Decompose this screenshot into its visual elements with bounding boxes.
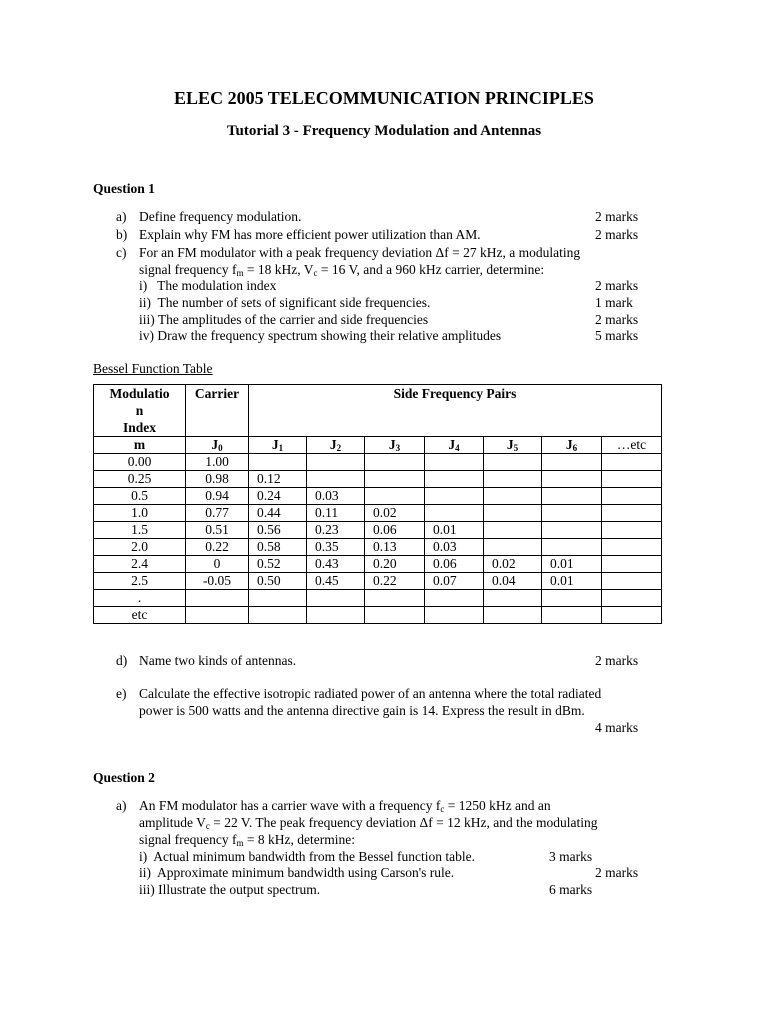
- table-header-row: [94, 385, 662, 437]
- table-subheader-row: [94, 437, 662, 454]
- cell-modulation-index: 1.0: [94, 505, 186, 522]
- cell-side-frequency: [249, 454, 307, 471]
- q1-b-label: b): [116, 227, 128, 242]
- q1-c-iv-marks: 5 marks: [595, 328, 639, 343]
- cell-side-frequency: [425, 454, 484, 471]
- cell-side-frequency: [602, 471, 662, 488]
- q1-c-label: c): [116, 245, 127, 260]
- cell-side-frequency: 0.03: [425, 539, 484, 556]
- cell-side-frequency: 0.35: [307, 539, 365, 556]
- cell-modulation-index: 1.5: [94, 522, 186, 539]
- table-row: [94, 471, 662, 488]
- cell-side-frequency: 0.22: [365, 573, 425, 590]
- table-row: [94, 522, 662, 539]
- subheader-j4: $J_4$: [425, 437, 484, 454]
- cell-side-frequency: [484, 522, 542, 539]
- subheader-j5: $J_5$: [484, 437, 542, 454]
- cell-side-frequency: 0.52: [249, 556, 307, 573]
- question-1-heading: Question 1: [93, 181, 155, 196]
- q1-a-label: a): [116, 209, 127, 224]
- table-row: [94, 539, 662, 556]
- cell-side-frequency: 0.02: [484, 556, 542, 573]
- cell-side-frequency: [542, 505, 602, 522]
- cell-side-frequency: 0.04: [484, 573, 542, 590]
- document-title: ELEC 2005 TELECOMMUNICATION PRINCIPLES: [174, 88, 594, 108]
- cell-side-frequency: [484, 454, 542, 471]
- cell-modulation-index: etc: [94, 607, 186, 624]
- cell-modulation-index: 0.00: [94, 454, 186, 471]
- subheader-j2: $J_2$: [307, 437, 365, 454]
- q1-c-ii-text: ii) The number of sets of significant side frequencies.: [139, 295, 431, 310]
- cell-side-frequency: [484, 471, 542, 488]
- subheader-j0: $J_0$: [186, 437, 249, 454]
- cell-carrier: [186, 607, 249, 624]
- cell-side-frequency: [425, 590, 484, 607]
- bessel-function-table: [93, 384, 662, 624]
- cell-side-frequency: [602, 590, 662, 607]
- q1-a-text: Define frequency modulation.: [139, 209, 302, 224]
- q1-c-iii-marks: 2 marks: [595, 312, 639, 327]
- cell-side-frequency: [602, 505, 662, 522]
- q2-a-line2: amplitude $V_c = 22$ V. The peak frequency deviation Δf = 12 kHz, and the modulating: [139, 815, 598, 831]
- cell-side-frequency: [484, 539, 542, 556]
- cell-side-frequency: [307, 607, 365, 624]
- cell-side-frequency: [425, 471, 484, 488]
- cell-carrier: 0.51: [186, 522, 249, 539]
- cell-side-frequency: [602, 522, 662, 539]
- cell-side-frequency: 0.06: [365, 522, 425, 539]
- cell-side-frequency: 0.12: [249, 471, 307, 488]
- cell-side-frequency: 0.58: [249, 539, 307, 556]
- q1-c-ii-marks: 1 mark: [595, 295, 633, 310]
- subheader-m: m: [94, 437, 186, 454]
- cell-side-frequency: 0.56: [249, 522, 307, 539]
- q1-e-line1: Calculate the effective isotropic radiated power of an antenna where the total radiated: [139, 686, 602, 701]
- q2-a-i-text: i) Actual minimum bandwidth from the Bessel function table.: [139, 849, 475, 864]
- cell-side-frequency: 0.01: [542, 556, 602, 573]
- cell-side-frequency: 0.03: [307, 488, 365, 505]
- cell-side-frequency: [484, 590, 542, 607]
- cell-side-frequency: [484, 505, 542, 522]
- header-side-frequency-pairs: Side Frequency Pairs: [249, 385, 662, 437]
- table-row: [94, 607, 662, 624]
- cell-carrier: [186, 590, 249, 607]
- cell-side-frequency: [602, 556, 662, 573]
- q2-a-ii-marks: 2 marks: [595, 865, 639, 880]
- cell-side-frequency: 0.24: [249, 488, 307, 505]
- cell-side-frequency: 0.23: [307, 522, 365, 539]
- cell-carrier: 0.22: [186, 539, 249, 556]
- cell-carrier: 0.77: [186, 505, 249, 522]
- cell-side-frequency: 0.20: [365, 556, 425, 573]
- cell-side-frequency: [307, 454, 365, 471]
- cell-side-frequency: 0.02: [365, 505, 425, 522]
- q1-c-i-text: i) The modulation index: [139, 278, 277, 293]
- cell-side-frequency: [542, 522, 602, 539]
- table-body: [94, 454, 662, 624]
- cell-side-frequency: [542, 607, 602, 624]
- cell-side-frequency: [307, 590, 365, 607]
- q1-d-text: Name two kinds of antennas.: [139, 653, 297, 668]
- q1-d-label: d): [116, 653, 128, 668]
- q1-b-text: Explain why FM has more efficient power utilization than AM.: [139, 227, 481, 242]
- cell-side-frequency: 0.13: [365, 539, 425, 556]
- cell-side-frequency: 0.01: [542, 573, 602, 590]
- cell-side-frequency: 0.43: [307, 556, 365, 573]
- cell-modulation-index: 0.5: [94, 488, 186, 505]
- cell-carrier: 0.98: [186, 471, 249, 488]
- cell-side-frequency: [249, 607, 307, 624]
- cell-side-frequency: [602, 539, 662, 556]
- cell-side-frequency: [425, 488, 484, 505]
- cell-carrier: 1.00: [186, 454, 249, 471]
- cell-side-frequency: [542, 454, 602, 471]
- table-row: [94, 454, 662, 471]
- cell-side-frequency: [602, 607, 662, 624]
- table-row: [94, 488, 662, 505]
- cell-side-frequency: [542, 590, 602, 607]
- cell-side-frequency: 0.44: [249, 505, 307, 522]
- cell-side-frequency: 0.06: [425, 556, 484, 573]
- cell-side-frequency: [542, 539, 602, 556]
- cell-side-frequency: [602, 573, 662, 590]
- cell-side-frequency: [425, 607, 484, 624]
- q2-a-line3: signal frequency $f_m = 8$ kHz, determine:: [139, 832, 355, 848]
- cell-modulation-index: 2.5: [94, 573, 186, 590]
- q1-c-line2: signal frequency $f_m = 18$ kHz, $V_c = 16$ V, and a 960 kHz carrier, determine:: [139, 262, 545, 278]
- cell-carrier: -0.05: [186, 573, 249, 590]
- q1-a-marks: 2 marks: [595, 209, 639, 224]
- q1-c-i-marks: 2 marks: [595, 278, 639, 293]
- table-row: [94, 505, 662, 522]
- cell-side-frequency: [542, 488, 602, 505]
- q2-a-line1: An FM modulator has a carrier wave with a frequency $f_c = 1250$ kHz and an: [139, 798, 551, 814]
- cell-side-frequency: [365, 471, 425, 488]
- cell-side-frequency: [602, 488, 662, 505]
- cell-modulation-index: 0.25: [94, 471, 186, 488]
- cell-side-frequency: [602, 454, 662, 471]
- table-row: [94, 590, 662, 607]
- cell-side-frequency: [249, 590, 307, 607]
- cell-carrier: 0: [186, 556, 249, 573]
- header-modulation-index: Modulatio n Index: [94, 385, 186, 437]
- cell-side-frequency: 0.50: [249, 573, 307, 590]
- cell-modulation-index: 2.4: [94, 556, 186, 573]
- document-subtitle: Tutorial 3 - Frequency Modulation and Antennas: [226, 123, 542, 139]
- q2-a-iii-text: iii) Illustrate the output spectrum.: [139, 882, 321, 897]
- cell-side-frequency: [365, 488, 425, 505]
- q2-a-label: a): [116, 798, 127, 813]
- cell-side-frequency: 0.11: [307, 505, 365, 522]
- q1-e-label: e): [116, 686, 127, 701]
- cell-side-frequency: [365, 607, 425, 624]
- cell-side-frequency: [365, 590, 425, 607]
- cell-side-frequency: [542, 471, 602, 488]
- subheader-j1: $J_1$: [249, 437, 307, 454]
- q1-b-marks: 2 marks: [595, 227, 639, 242]
- cell-side-frequency: 0.01: [425, 522, 484, 539]
- cell-side-frequency: [307, 471, 365, 488]
- cell-side-frequency: [484, 488, 542, 505]
- cell-side-frequency: [425, 505, 484, 522]
- q1-c-iv-text: iv) Draw the frequency spectrum showing their relative amplitudes: [139, 328, 502, 343]
- q2-a-ii-text: ii) Approximate minimum bandwidth using Carson's rule.: [139, 865, 455, 880]
- table-row: [94, 573, 662, 590]
- header-carrier: Carrier: [186, 385, 249, 437]
- q1-d-marks: 2 marks: [595, 653, 639, 668]
- question-2-heading: Question 2: [93, 770, 155, 785]
- cell-side-frequency: [484, 607, 542, 624]
- subheader-j6: $J_6$: [542, 437, 602, 454]
- bessel-table-caption: Bessel Function Table: [93, 361, 213, 376]
- cell-modulation-index: .: [94, 590, 186, 607]
- q1-e-marks: 4 marks: [595, 720, 639, 735]
- q2-a-i-marks: 3 marks: [549, 849, 593, 864]
- cell-carrier: 0.94: [186, 488, 249, 505]
- q1-e-line2: power is 500 watts and the antenna directive gain is 14. Express the result in dBm.: [139, 703, 585, 718]
- table-row: [94, 556, 662, 573]
- subheader-j3: $J_3$: [365, 437, 425, 454]
- subheader-etc: …etc: [602, 437, 662, 454]
- cell-side-frequency: [365, 454, 425, 471]
- q1-c-line1: For an FM modulator with a peak frequency deviation Δf = 27 kHz, a modulating: [139, 245, 581, 260]
- cell-side-frequency: 0.45: [307, 573, 365, 590]
- cell-modulation-index: 2.0: [94, 539, 186, 556]
- q2-a-iii-marks: 6 marks: [549, 882, 593, 897]
- q1-c-iii-text: iii) The amplitudes of the carrier and side frequencies: [139, 312, 429, 327]
- cell-side-frequency: 0.07: [425, 573, 484, 590]
